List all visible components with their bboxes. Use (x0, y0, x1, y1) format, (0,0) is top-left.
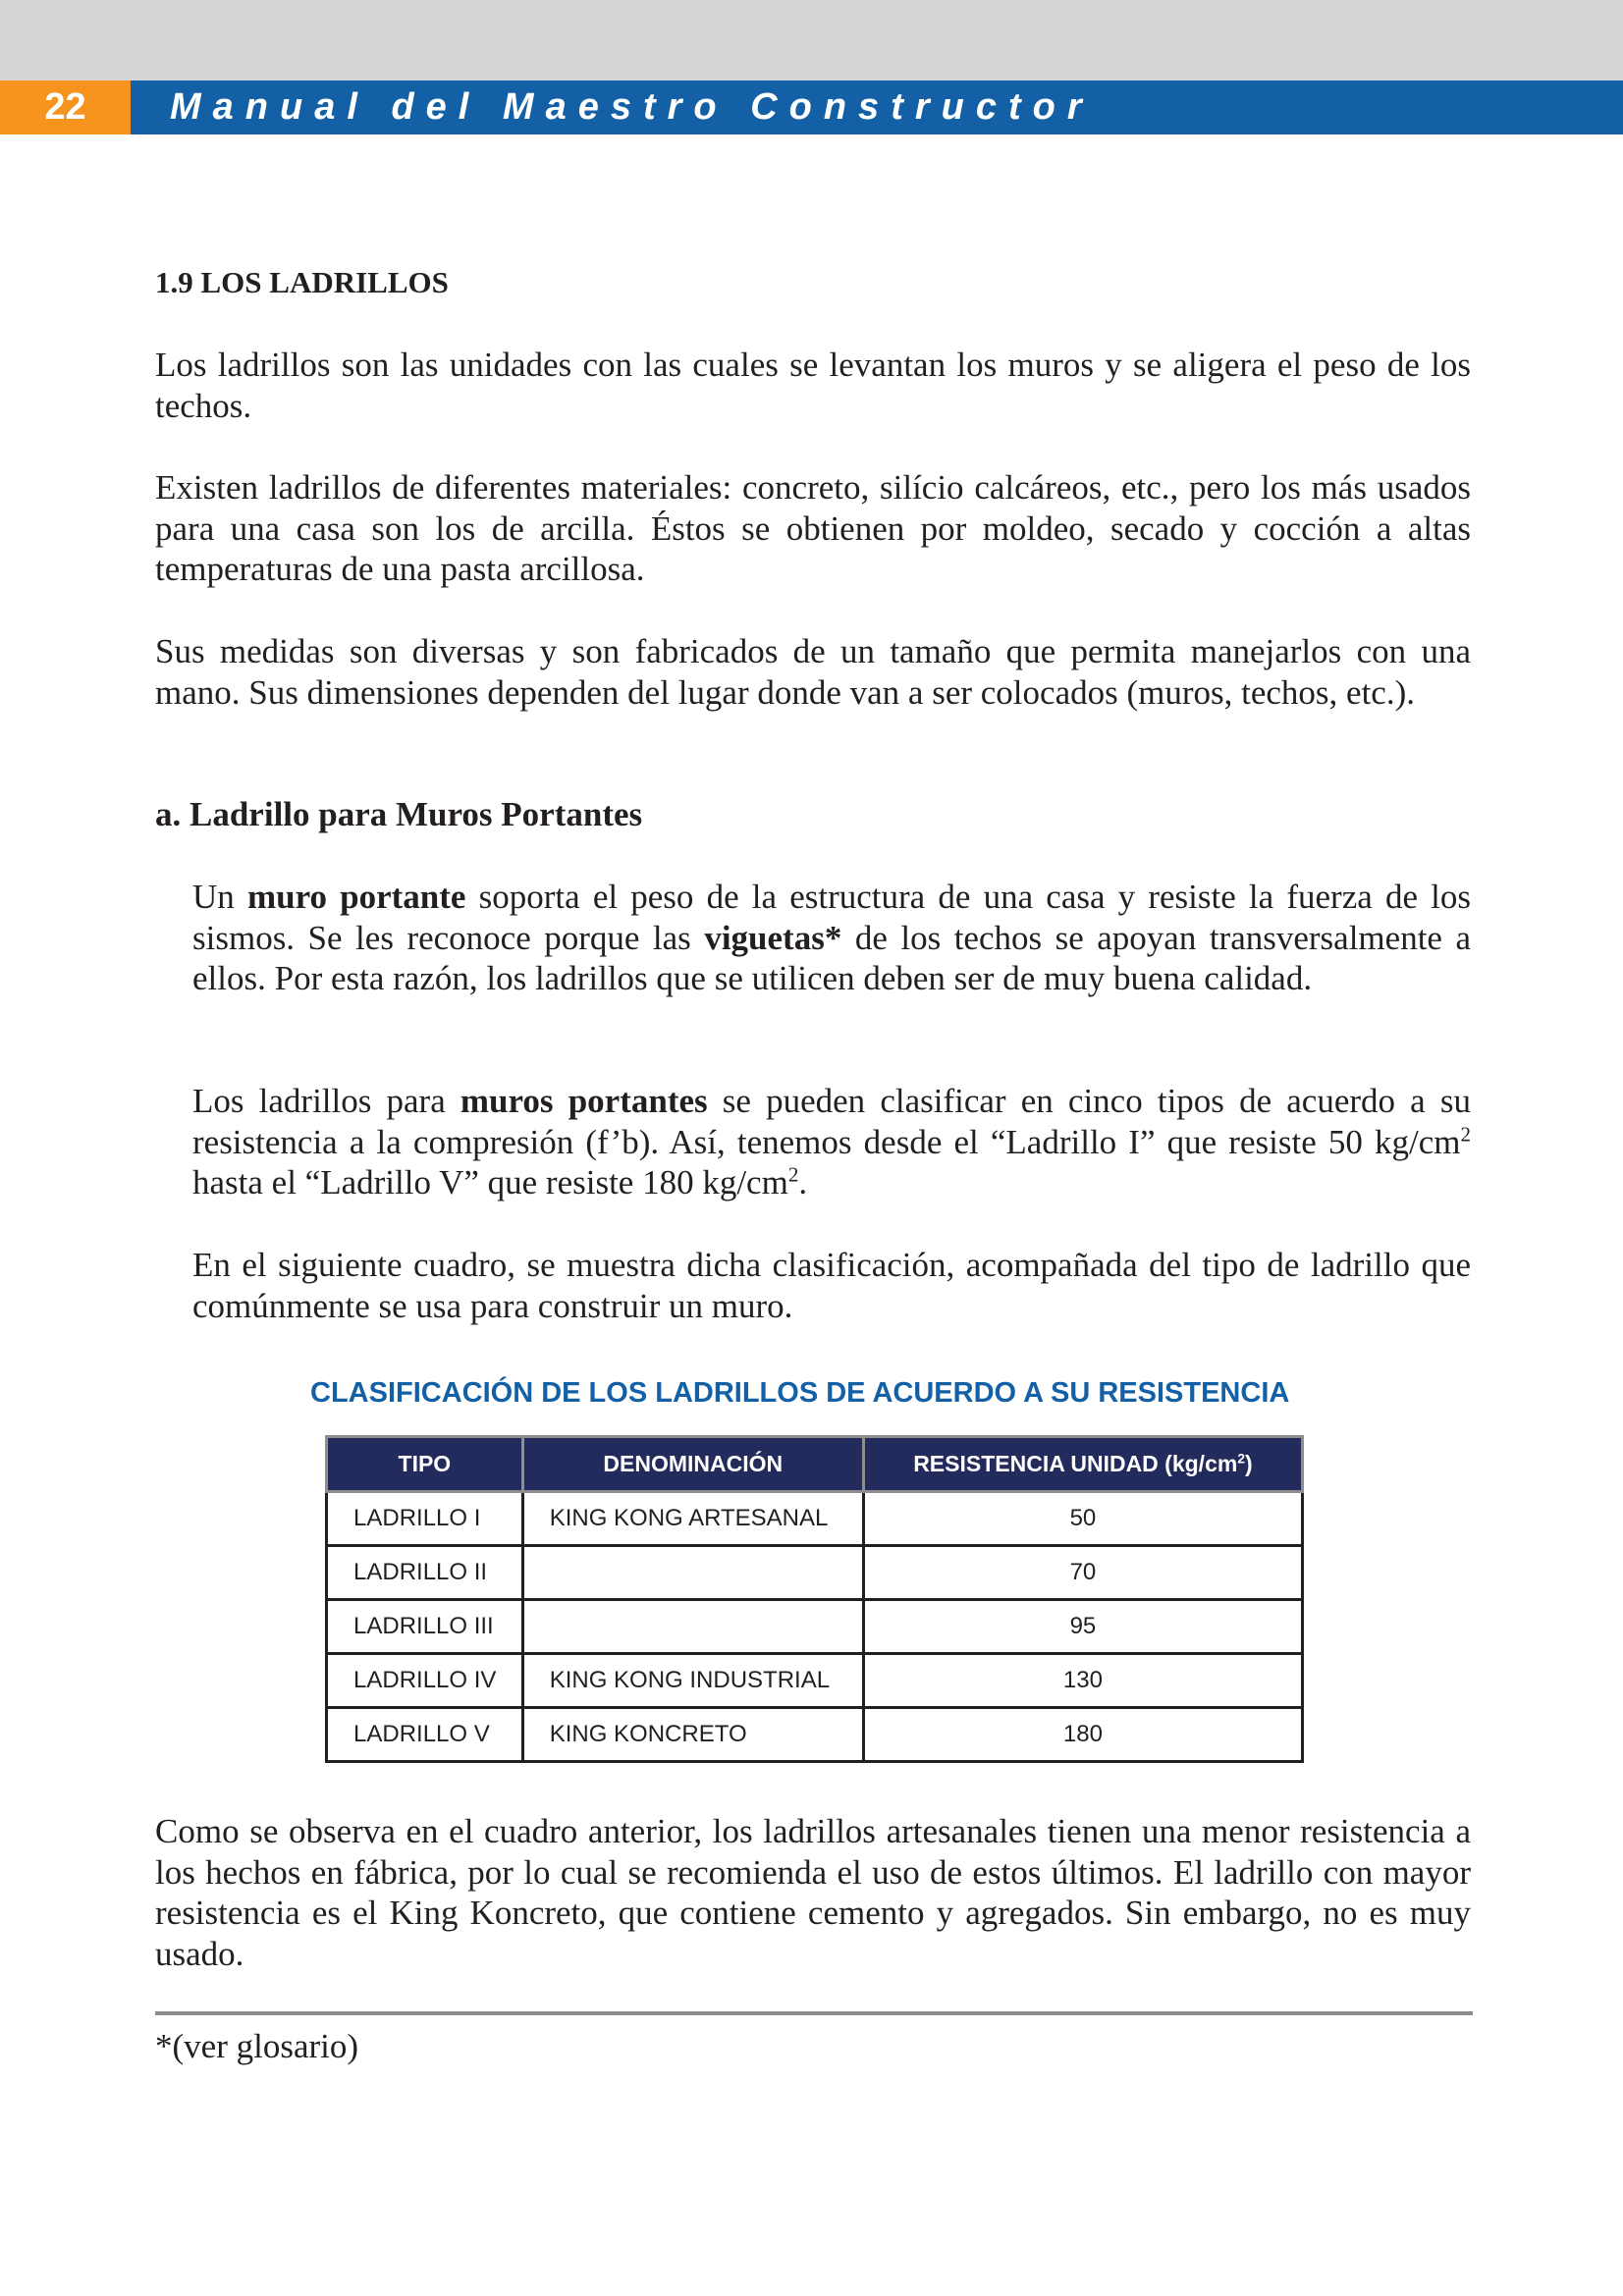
text-run: soporta el peso de la estructura de una casa y resiste la fuerza de los sismos. Se les reconoce porque las (192, 878, 1471, 957)
paragraph-conclusion: Como se observa en el cuadro anterior, los ladrillos artesanales tienen una menor resistencia a los hechos en fábrica, por lo cual se recomienda el uso de estos últimos. El ladrillo con mayor resistencia es el King Koncreto, que contiene cemento y agregados. Sin embargo, no es muy usado. (155, 1812, 1471, 1973)
cell-tipo: LADRILLO IV (327, 1654, 523, 1708)
cell-resistencia: 180 (863, 1708, 1302, 1762)
running-header (131, 80, 1623, 134)
table-row (327, 1708, 1303, 1762)
paragraph-table-intro: En el siguiente cuadro, se muestra dicha clasificación, acompañada del tipo de ladrillo que comúnmente se usa para construir un muro. (192, 1246, 1471, 1325)
table-caption: CLASIFICACIÓN DE LOS LADRILLOS DE ACUERDO A SU RESISTENCIA (310, 1377, 1290, 1409)
paragraph-dimensions: Sus medidas son diversas y son fabricados de un tamaño que permita manejarlos con una mano. Sus dimensiones dependen del lugar donde van a ser colocados (muros, techos, etc.). (155, 632, 1471, 712)
footnote-divider (155, 2011, 1473, 2015)
paragraph-definition: Los ladrillos son las unidades con las cuales se levantan los muros y se aligera el peso de los techos. (155, 346, 1471, 425)
cell-resistencia: 50 (863, 1492, 1302, 1546)
text-run: se pueden clasificar en cinco tipos de acuerdo a su resistencia a la compresión (f’b). Así, tenemos desde el “Ladrillo I” que resiste 50 kg/cm (192, 1082, 1471, 1161)
section-heading: 1.9 LOS LADRILLOS (155, 265, 449, 299)
header-resistencia (863, 1437, 1302, 1492)
footnote-glossary: *(ver glosario) (155, 2027, 359, 2065)
table-row (327, 1600, 1303, 1654)
cell-resistencia: 130 (863, 1654, 1302, 1708)
cell-denominacion (522, 1546, 863, 1600)
cell-denominacion: KING KONCRETO (522, 1708, 863, 1762)
superscript: 2 (787, 1162, 799, 1187)
top-margin-band (0, 0, 1623, 80)
table-header-row (327, 1437, 1303, 1492)
superscript: 2 (1237, 1451, 1246, 1467)
text-run: . (798, 1163, 808, 1201)
text-run: Un (192, 878, 247, 916)
cell-tipo: LADRILLO II (327, 1546, 523, 1600)
bold-term-muro-portante: muro portante (246, 878, 466, 916)
cell-denominacion: KING KONG ARTESANAL (522, 1492, 863, 1546)
table-intro-paragraph (192, 1245, 1471, 1326)
bold-term-muros-portantes: muros portantes (460, 1082, 708, 1120)
paragraph-muro-portante (192, 877, 1471, 999)
bold-term-viguetas: viguetas* (704, 918, 842, 957)
header-denominacion: DENOMINACIÓN (522, 1437, 863, 1492)
classification-paragraph (192, 1081, 1471, 1203)
table-row (327, 1546, 1303, 1600)
cell-denominacion: KING KONG INDUSTRIAL (522, 1654, 863, 1708)
page-number: 22 (0, 80, 131, 134)
header-resistencia-close: ) (1245, 1451, 1253, 1476)
cell-tipo: LADRILLO I (327, 1492, 523, 1546)
intro-paragraph (155, 345, 1471, 426)
text-run: hasta el “Ladrillo V” que resiste 180 kg/cm (192, 1163, 788, 1201)
table-row (327, 1654, 1303, 1708)
cell-tipo: LADRILLO V (327, 1708, 523, 1762)
manual-title: Manual del Maestro Constructor (170, 86, 1094, 128)
text-run: de los techos se apoyan transversalmente a ellos. Por esta razón, los ladrillos que se utilicen deben ser de muy buena calidad. (192, 918, 1471, 997)
cell-denominacion (522, 1600, 863, 1654)
text-run: Los ladrillos para (192, 1082, 460, 1120)
cell-tipo: LADRILLO III (327, 1600, 523, 1654)
subsection-heading: a. Ladrillo para Muros Portantes (155, 795, 643, 833)
cell-resistencia: 95 (863, 1600, 1302, 1654)
paragraph-classification (192, 1081, 1471, 1203)
closing-paragraph (155, 1811, 1471, 1974)
brick-classification-table (325, 1435, 1304, 1763)
header-resistencia-text: RESISTENCIA UNIDAD (kg/cm (913, 1451, 1238, 1476)
dimensions-paragraph (155, 631, 1471, 713)
materials-paragraph (155, 467, 1471, 590)
header-tipo: TIPO (327, 1437, 523, 1492)
table-row (327, 1492, 1303, 1546)
muro-portante-paragraph (192, 877, 1471, 999)
superscript: 2 (1460, 1121, 1471, 1146)
paragraph-materials: Existen ladrillos de diferentes materiales: concreto, silício calcáreos, etc., pero los más usados para una casa son los de arcilla. Éstos se obtienen por moldeo, secado y cocción a altas temperaturas de una pasta arcillosa. (155, 468, 1471, 588)
cell-resistencia: 70 (863, 1546, 1302, 1600)
